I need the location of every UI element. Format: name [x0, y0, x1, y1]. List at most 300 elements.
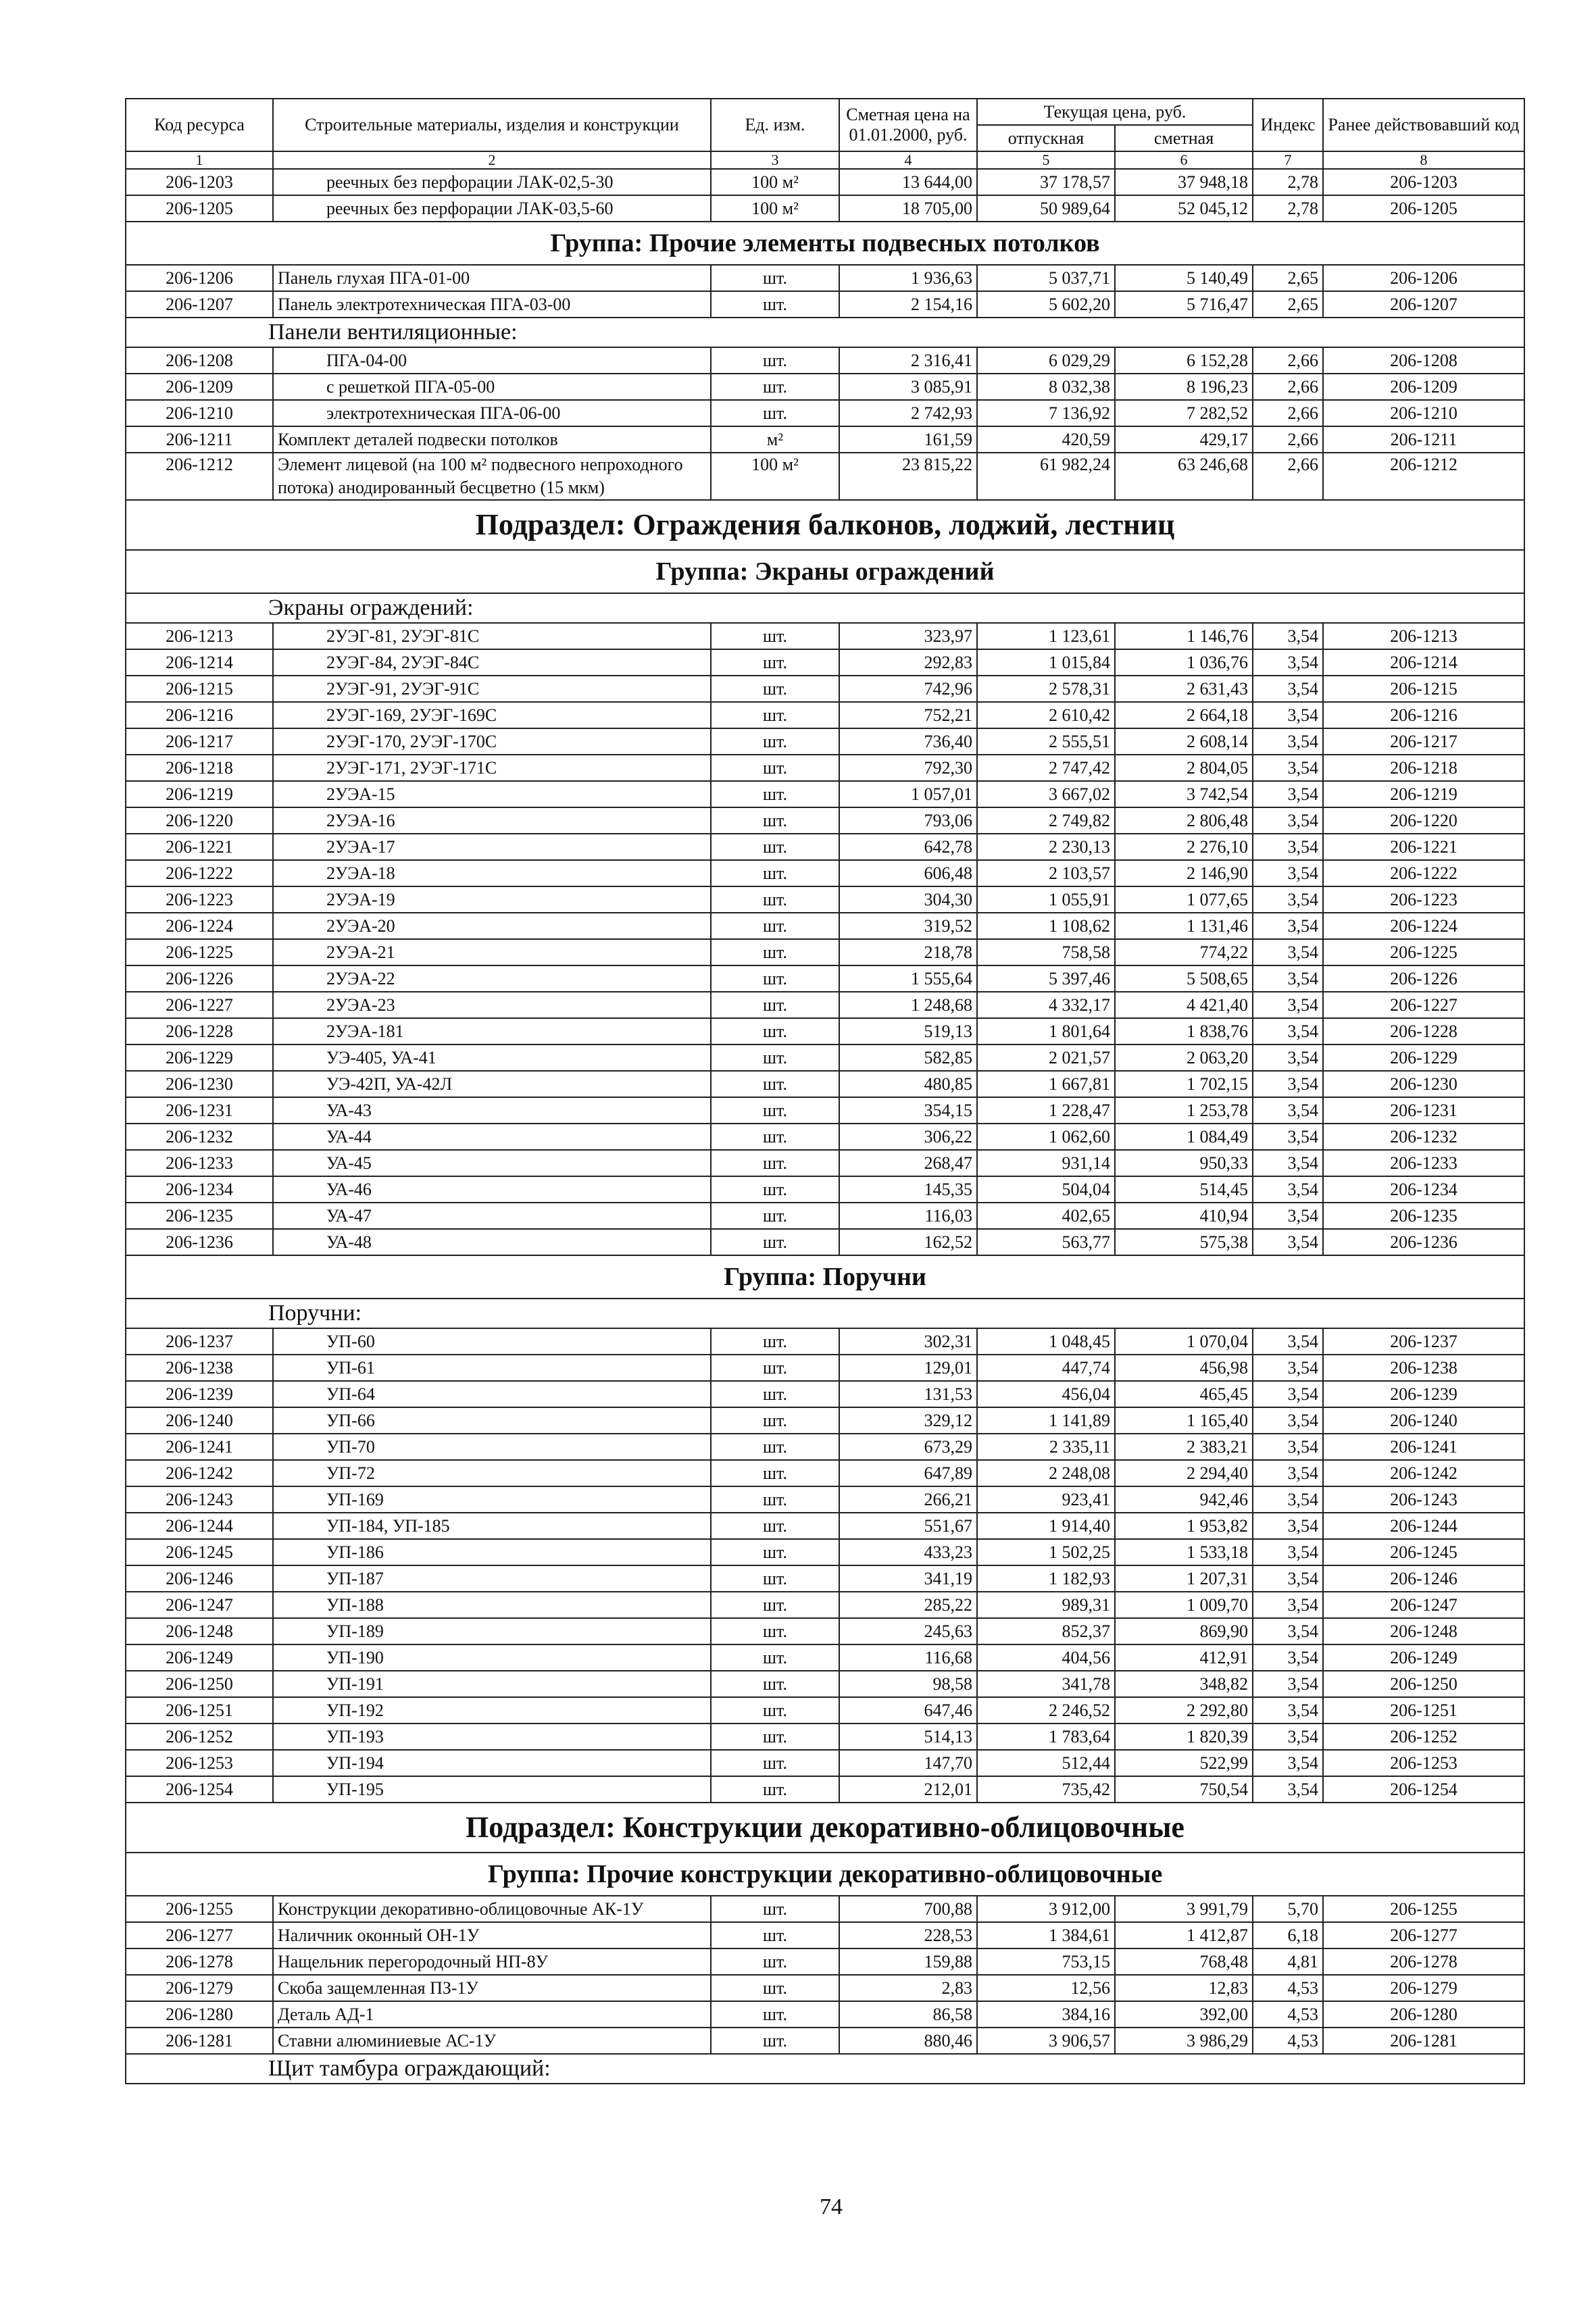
unit: шт. [711, 1671, 839, 1697]
header-name: Строительные материалы, изделия и конструкции [273, 99, 711, 151]
table-row [126, 1355, 1524, 1381]
prev-code: 206-1208 [1323, 347, 1524, 374]
resource-name: Наличник оконный ОН-1У [273, 1922, 711, 1948]
resource-code: 206-1217 [126, 728, 273, 755]
resource-name: Нащельник перегородочный НП-8У [273, 1948, 711, 1975]
unit: шт. [711, 623, 839, 649]
unit: шт. [711, 1124, 839, 1150]
prev-code: 206-1221 [1323, 834, 1524, 860]
base-price: 2 154,16 [839, 291, 977, 318]
base-price: 129,01 [839, 1355, 977, 1381]
price-index: 2,66 [1253, 347, 1323, 374]
price-index: 3,54 [1253, 1539, 1323, 1565]
table-row [126, 1592, 1524, 1618]
estimate-price: 2 294,40 [1115, 1460, 1253, 1486]
price-index: 3,54 [1253, 965, 1323, 992]
base-price: 319,52 [839, 913, 977, 939]
table-row [126, 1975, 1524, 2001]
resource-code: 206-1211 [126, 426, 273, 453]
base-price: 292,83 [839, 649, 977, 676]
resource-name: УП-70 [273, 1434, 711, 1460]
table-row [126, 1097, 1524, 1124]
subgroup-label-row [126, 593, 1524, 623]
price-index: 3,54 [1253, 1644, 1323, 1671]
price-index: 3,54 [1253, 1355, 1323, 1381]
prev-code: 206-1227 [1323, 992, 1524, 1018]
resource-code: 206-1232 [126, 1124, 273, 1150]
estimate-price: 2 276,10 [1115, 834, 1253, 860]
unit: шт. [711, 1071, 839, 1097]
resource-code: 206-1225 [126, 939, 273, 965]
price-index: 3,54 [1253, 1176, 1323, 1203]
base-price: 792,30 [839, 755, 977, 781]
resource-name: УА-48 [273, 1229, 711, 1255]
estimate-price: 1 146,76 [1115, 623, 1253, 649]
estimate-price: 8 196,23 [1115, 374, 1253, 400]
prev-code: 206-1229 [1323, 1045, 1524, 1071]
release-price: 989,31 [977, 1592, 1115, 1618]
table-row [126, 453, 1524, 500]
table-row [126, 728, 1524, 755]
resource-code: 206-1212 [126, 453, 273, 500]
resource-name: 2УЭГ-84, 2УЭГ-84С [273, 649, 711, 676]
table-row [126, 807, 1524, 834]
price-index: 3,54 [1253, 1381, 1323, 1407]
prev-code: 206-1220 [1323, 807, 1524, 834]
base-price: 266,21 [839, 1486, 977, 1513]
price-index: 2,65 [1253, 291, 1323, 318]
estimate-price: 1 165,40 [1115, 1407, 1253, 1434]
release-price: 12,56 [977, 1975, 1115, 2001]
table-row [126, 649, 1524, 676]
estimate-price: 1 009,70 [1115, 1592, 1253, 1618]
base-price: 116,03 [839, 1203, 977, 1229]
release-price: 1 048,45 [977, 1328, 1115, 1355]
header-base-price: Сметная цена на 01.01.2000, руб. [839, 99, 977, 151]
resource-code: 206-1249 [126, 1644, 273, 1671]
prev-code: 206-1233 [1323, 1150, 1524, 1176]
resource-name: реечных без перфорации ЛАК-02,5-30 [273, 169, 711, 195]
resource-code: 206-1247 [126, 1592, 273, 1618]
base-price: 161,59 [839, 426, 977, 453]
prev-code: 206-1206 [1323, 265, 1524, 291]
prev-code: 206-1240 [1323, 1407, 1524, 1434]
resource-code: 206-1237 [126, 1328, 273, 1355]
resource-code: 206-1206 [126, 265, 273, 291]
estimate-price: 2 608,14 [1115, 728, 1253, 755]
resource-code: 206-1245 [126, 1539, 273, 1565]
base-price: 1 248,68 [839, 992, 977, 1018]
base-price: 752,21 [839, 702, 977, 728]
table-row [126, 1150, 1524, 1176]
price-index: 3,54 [1253, 1486, 1323, 1513]
header-unit: Ед. изм. [711, 99, 839, 151]
resource-code: 206-1234 [126, 1176, 273, 1203]
price-index: 3,54 [1253, 1328, 1323, 1355]
unit: шт. [711, 1381, 839, 1407]
prev-code: 206-1241 [1323, 1434, 1524, 1460]
base-price: 1 057,01 [839, 781, 977, 807]
estimate-price: 1 070,04 [1115, 1328, 1253, 1355]
price-index: 3,54 [1253, 992, 1323, 1018]
estimate-price: 392,00 [1115, 2001, 1253, 2028]
unit: шт. [711, 1328, 839, 1355]
table-row [126, 1671, 1524, 1697]
prev-code: 206-1210 [1323, 400, 1524, 426]
release-price: 2 610,42 [977, 702, 1115, 728]
price-index: 3,54 [1253, 781, 1323, 807]
subsection-heading-title: Подраздел: Конструкции декоративно-облицовочные [126, 1803, 1524, 1853]
prev-code: 206-1244 [1323, 1513, 1524, 1539]
resource-name: УП-64 [273, 1381, 711, 1407]
base-price: 793,06 [839, 807, 977, 834]
base-price: 159,88 [839, 1948, 977, 1975]
resource-name: Конструкции декоративно-облицовочные АК-1У [273, 1896, 711, 1922]
base-price: 1 936,63 [839, 265, 977, 291]
prev-code: 206-1250 [1323, 1671, 1524, 1697]
unit: шт. [711, 1896, 839, 1922]
estimate-price: 2 383,21 [1115, 1434, 1253, 1460]
price-index: 2,65 [1253, 265, 1323, 291]
price-index: 3,54 [1253, 1407, 1323, 1434]
resource-code: 206-1252 [126, 1724, 273, 1750]
prev-code: 206-1279 [1323, 1975, 1524, 2001]
column-number: 2 [273, 151, 711, 169]
table-row [126, 1071, 1524, 1097]
header-prev-code: Ранее действовавший код [1323, 99, 1524, 151]
estimate-price: 3 742,54 [1115, 781, 1253, 807]
base-price: 2 742,93 [839, 400, 977, 426]
unit: шт. [711, 1203, 839, 1229]
prev-code: 206-1226 [1323, 965, 1524, 992]
resource-name: УП-60 [273, 1328, 711, 1355]
resource-name: УЭ-42П, УА-42Л [273, 1071, 711, 1097]
price-index: 3,54 [1253, 913, 1323, 939]
resource-name: 2УЭА-16 [273, 807, 711, 834]
group-heading [126, 1255, 1524, 1299]
resource-code: 206-1241 [126, 1434, 273, 1460]
price-index: 3,54 [1253, 1460, 1323, 1486]
prev-code: 206-1212 [1323, 453, 1524, 500]
resource-code: 206-1219 [126, 781, 273, 807]
estimate-price: 942,46 [1115, 1486, 1253, 1513]
prev-code: 206-1243 [1323, 1486, 1524, 1513]
prev-code: 206-1245 [1323, 1539, 1524, 1565]
prev-code: 206-1217 [1323, 728, 1524, 755]
release-price: 931,14 [977, 1150, 1115, 1176]
column-number: 8 [1323, 151, 1524, 169]
estimate-price: 1 036,76 [1115, 649, 1253, 676]
price-index: 3,54 [1253, 1434, 1323, 1460]
prev-code: 206-1225 [1323, 939, 1524, 965]
release-price: 2 248,08 [977, 1460, 1115, 1486]
price-index: 2,66 [1253, 426, 1323, 453]
estimate-price: 1 838,76 [1115, 1018, 1253, 1045]
resource-name: Скоба защемленная ПЗ-1У [273, 1975, 711, 2001]
table-row [126, 676, 1524, 702]
release-price: 512,44 [977, 1750, 1115, 1776]
estimate-price: 514,45 [1115, 1176, 1253, 1203]
price-index: 3,54 [1253, 1150, 1323, 1176]
price-index: 3,54 [1253, 807, 1323, 834]
estimate-price: 2 292,80 [1115, 1697, 1253, 1724]
prev-code: 206-1214 [1323, 649, 1524, 676]
subgroup-label: Панели вентиляционные: [126, 318, 1524, 347]
prev-code: 206-1224 [1323, 913, 1524, 939]
resource-code: 206-1222 [126, 860, 273, 886]
resource-name: ПГА-04-00 [273, 347, 711, 374]
base-price: 700,88 [839, 1896, 977, 1922]
prev-code: 206-1222 [1323, 860, 1524, 886]
subsection-heading [126, 500, 1524, 550]
release-price: 5 397,46 [977, 965, 1115, 992]
prev-code: 206-1230 [1323, 1071, 1524, 1097]
unit: шт. [711, 2028, 839, 2054]
table-row [126, 781, 1524, 807]
estimate-price: 1 533,18 [1115, 1539, 1253, 1565]
resource-name: 2УЭА-23 [273, 992, 711, 1018]
estimate-price: 1 412,87 [1115, 1922, 1253, 1948]
unit: шт. [711, 1618, 839, 1644]
column-number: 3 [711, 151, 839, 169]
prev-code: 206-1278 [1323, 1948, 1524, 1975]
group-heading [126, 550, 1524, 593]
unit: шт. [711, 1539, 839, 1565]
estimate-price: 3 986,29 [1115, 2028, 1253, 2054]
resource-name: УА-45 [273, 1150, 711, 1176]
resource-code: 206-1207 [126, 291, 273, 318]
base-price: 514,13 [839, 1724, 977, 1750]
table-row [126, 702, 1524, 728]
estimate-price: 774,22 [1115, 939, 1253, 965]
estimate-price: 2 063,20 [1115, 1045, 1253, 1071]
prev-code: 206-1203 [1323, 169, 1524, 195]
base-price: 306,22 [839, 1124, 977, 1150]
table-row [126, 1124, 1524, 1150]
resource-name: 2УЭА-22 [273, 965, 711, 992]
table-row [126, 886, 1524, 913]
estimate-price: 750,54 [1115, 1776, 1253, 1803]
prev-code: 206-1277 [1323, 1922, 1524, 1948]
release-price: 758,58 [977, 939, 1115, 965]
base-price: 323,97 [839, 623, 977, 649]
unit: шт. [711, 1948, 839, 1975]
estimate-price: 12,83 [1115, 1975, 1253, 2001]
base-price: 162,52 [839, 1229, 977, 1255]
resource-name: 2УЭА-17 [273, 834, 711, 860]
price-index: 3,54 [1253, 1071, 1323, 1097]
prev-code: 206-1232 [1323, 1124, 1524, 1150]
subgroup-label: Щит тамбура ограждающий: [126, 2054, 1524, 2084]
release-price: 1 123,61 [977, 623, 1115, 649]
estimate-price: 869,90 [1115, 1618, 1253, 1644]
estimate-price: 4 421,40 [1115, 992, 1253, 1018]
estimate-price: 52 045,12 [1115, 195, 1253, 222]
base-price: 1 555,64 [839, 965, 977, 992]
resource-name: 2УЭГ-91, 2УЭГ-91С [273, 676, 711, 702]
prev-code: 206-1207 [1323, 291, 1524, 318]
header-code: Код ресурса [126, 99, 273, 151]
price-index: 4,53 [1253, 2001, 1323, 2028]
resource-name: 2УЭА-20 [273, 913, 711, 939]
base-price: 228,53 [839, 1922, 977, 1948]
table-row [126, 2001, 1524, 2028]
resource-name: Панель глухая ПГА-01-00 [273, 265, 711, 291]
prev-code: 206-1281 [1323, 2028, 1524, 2054]
base-price: 98,58 [839, 1671, 977, 1697]
release-price: 2 230,13 [977, 834, 1115, 860]
base-price: 86,58 [839, 2001, 977, 2028]
release-price: 1 062,60 [977, 1124, 1115, 1150]
resource-name: УП-194 [273, 1750, 711, 1776]
resource-code: 206-1277 [126, 1922, 273, 1948]
release-price: 402,65 [977, 1203, 1115, 1229]
resource-name: УА-44 [273, 1124, 711, 1150]
estimate-price: 2 806,48 [1115, 807, 1253, 834]
price-index: 3,54 [1253, 1671, 1323, 1697]
resource-name: 2УЭГ-170, 2УЭГ-170С [273, 728, 711, 755]
column-numbers-row [126, 151, 1524, 169]
resource-code: 206-1208 [126, 347, 273, 374]
price-index: 3,54 [1253, 755, 1323, 781]
release-price: 50 989,64 [977, 195, 1115, 222]
table-row [126, 1513, 1524, 1539]
unit: шт. [711, 1355, 839, 1381]
base-price: 642,78 [839, 834, 977, 860]
estimate-price: 412,91 [1115, 1644, 1253, 1671]
table-row [126, 1434, 1524, 1460]
resource-code: 206-1224 [126, 913, 273, 939]
prev-code: 206-1238 [1323, 1355, 1524, 1381]
estimate-price: 456,98 [1115, 1355, 1253, 1381]
estimate-price: 5 140,49 [1115, 265, 1253, 291]
unit: шт. [711, 1150, 839, 1176]
unit: шт. [711, 992, 839, 1018]
estimate-price: 1 820,39 [1115, 1724, 1253, 1750]
release-price: 7 136,92 [977, 400, 1115, 426]
price-index: 3,54 [1253, 1565, 1323, 1592]
unit: шт. [711, 2001, 839, 2028]
resource-name: УА-46 [273, 1176, 711, 1203]
resource-code: 206-1279 [126, 1975, 273, 2001]
resource-code: 206-1228 [126, 1018, 273, 1045]
resource-name: УП-188 [273, 1592, 711, 1618]
resource-code: 206-1227 [126, 992, 273, 1018]
release-price: 3 667,02 [977, 781, 1115, 807]
estimate-price: 5 716,47 [1115, 291, 1253, 318]
resource-name: реечных без перфорации ЛАК-03,5-60 [273, 195, 711, 222]
release-price: 1 801,64 [977, 1018, 1115, 1045]
prev-code: 206-1255 [1323, 1896, 1524, 1922]
unit: м² [711, 426, 839, 453]
resource-code: 206-1218 [126, 755, 273, 781]
header-release: отпускная [977, 125, 1115, 151]
price-index: 3,54 [1253, 1592, 1323, 1618]
price-index: 2,66 [1253, 400, 1323, 426]
base-price: 218,78 [839, 939, 977, 965]
prev-code: 206-1231 [1323, 1097, 1524, 1124]
table-row [126, 1750, 1524, 1776]
resource-code: 206-1235 [126, 1203, 273, 1229]
table-row [126, 1176, 1524, 1203]
price-index: 3,54 [1253, 939, 1323, 965]
prev-code: 206-1248 [1323, 1618, 1524, 1644]
price-index: 3,54 [1253, 1229, 1323, 1255]
prev-code: 206-1209 [1323, 374, 1524, 400]
base-price: 302,31 [839, 1328, 977, 1355]
unit: шт. [711, 400, 839, 426]
table-row [126, 1460, 1524, 1486]
resource-name: 2УЭА-21 [273, 939, 711, 965]
group-heading [126, 222, 1524, 265]
resource-code: 206-1244 [126, 1513, 273, 1539]
release-price: 6 029,29 [977, 347, 1115, 374]
unit: шт. [711, 1750, 839, 1776]
base-price: 673,29 [839, 1434, 977, 1460]
prev-code: 206-1218 [1323, 755, 1524, 781]
subgroup-label: Экраны ограждений: [126, 593, 1524, 623]
resource-code: 206-1254 [126, 1776, 273, 1803]
base-price: 341,19 [839, 1565, 977, 1592]
resource-code: 206-1250 [126, 1671, 273, 1697]
unit: 100 м² [711, 169, 839, 195]
resource-name: УП-169 [273, 1486, 711, 1513]
resource-name: 2УЭГ-171, 2УЭГ-171С [273, 755, 711, 781]
resource-name: 2УЭГ-169, 2УЭГ-169С [273, 702, 711, 728]
release-price: 923,41 [977, 1486, 1115, 1513]
table-row [126, 2028, 1524, 2054]
table-row [126, 1618, 1524, 1644]
unit: шт. [711, 1724, 839, 1750]
prev-code: 206-1228 [1323, 1018, 1524, 1045]
price-index: 3,54 [1253, 1124, 1323, 1150]
unit: шт. [711, 781, 839, 807]
prev-code: 206-1211 [1323, 426, 1524, 453]
table-row [126, 755, 1524, 781]
unit: шт. [711, 1592, 839, 1618]
group-heading-title: Группа: Прочие элементы подвесных потолков [126, 222, 1524, 265]
estimate-price: 429,17 [1115, 426, 1253, 453]
estimate-price: 410,94 [1115, 1203, 1253, 1229]
unit: шт. [711, 1776, 839, 1803]
base-price: 23 815,22 [839, 453, 977, 500]
release-price: 341,78 [977, 1671, 1115, 1697]
resource-code: 206-1246 [126, 1565, 273, 1592]
resource-name: УП-189 [273, 1618, 711, 1644]
release-price: 3 912,00 [977, 1896, 1115, 1922]
resource-name: Ставни алюминиевые АС-1У [273, 2028, 711, 2054]
subgroup-label: Поручни: [126, 1299, 1524, 1328]
resource-code: 206-1220 [126, 807, 273, 834]
resource-name: 2УЭА-19 [273, 886, 711, 913]
table-row [126, 1203, 1524, 1229]
unit: шт. [711, 649, 839, 676]
base-price: 551,67 [839, 1513, 977, 1539]
table-row [126, 1328, 1524, 1355]
unit: шт. [711, 886, 839, 913]
base-price: 880,46 [839, 2028, 977, 2054]
column-number: 7 [1253, 151, 1323, 169]
estimate-price: 522,99 [1115, 1750, 1253, 1776]
price-index: 3,54 [1253, 1724, 1323, 1750]
release-price: 2 749,82 [977, 807, 1115, 834]
release-price: 2 555,51 [977, 728, 1115, 755]
unit: шт. [711, 913, 839, 939]
resource-name: 2УЭА-181 [273, 1018, 711, 1045]
table-row [126, 195, 1524, 222]
column-number: 6 [1115, 151, 1253, 169]
table-row [126, 1486, 1524, 1513]
